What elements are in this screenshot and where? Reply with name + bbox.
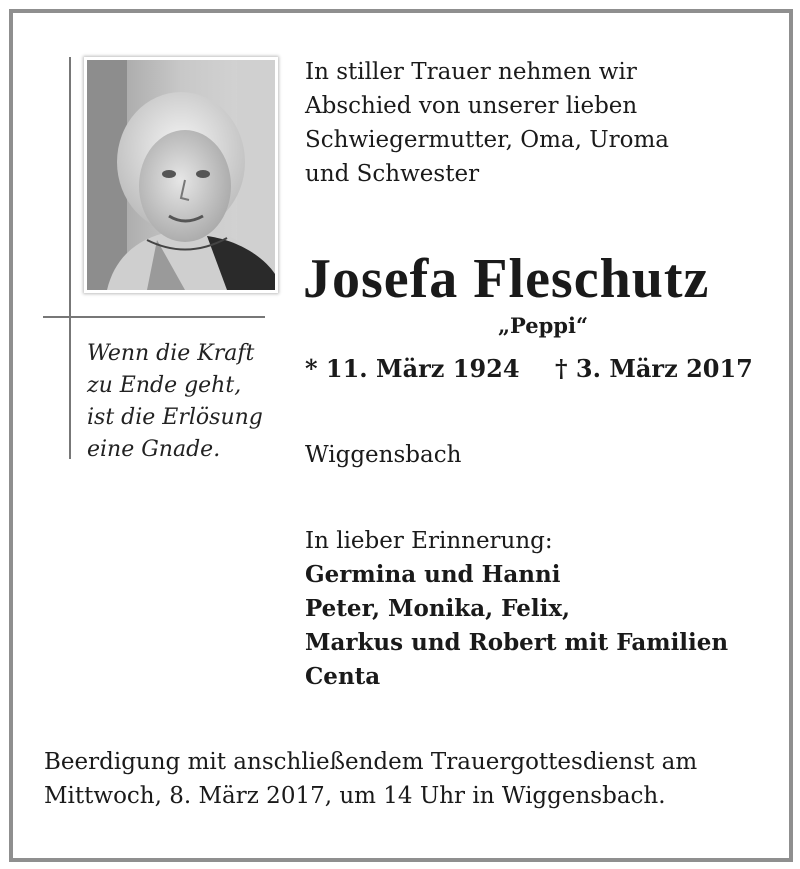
birth-date: * 11. März 1924 (305, 354, 520, 383)
cross-vertical-line (69, 57, 71, 459)
portrait-photo-icon (87, 60, 275, 290)
life-dates (305, 352, 775, 386)
place-of-residence: Wiggensbach (305, 442, 462, 468)
mourners-section (305, 524, 775, 694)
funeral-line: Beerdigung mit anschließendem Trauergottesdienst am (44, 749, 698, 775)
death-date: † 3. März 2017 (555, 354, 753, 383)
quote-line: zu Ende geht, (87, 373, 242, 398)
deceased-name: Josefa Fleschutz (303, 248, 710, 310)
memorial-quote (87, 338, 287, 466)
intro-text (305, 55, 775, 191)
quote-line: ist die Erlösung (87, 405, 263, 430)
mourner-line: Centa (305, 663, 381, 690)
intro-line: Abschied von unserer lieben (305, 93, 638, 119)
portrait-frame (84, 57, 278, 293)
mourners-heading: In lieber Erinnerung: (305, 528, 553, 554)
funeral-info (44, 745, 784, 813)
cross-horizontal-line (43, 316, 265, 318)
funeral-line: Mittwoch, 8. März 2017, um 14 Uhr in Wiggensbach. (44, 783, 666, 809)
deceased-nickname: „Peppi“ (497, 313, 589, 338)
mourner-line: Peter, Monika, Felix, (305, 595, 571, 622)
quote-line: eine Gnade. (87, 437, 221, 462)
quote-line: Wenn die Kraft (87, 341, 255, 366)
intro-line: und Schwester (305, 161, 480, 187)
intro-line: In stiller Trauer nehmen wir (305, 59, 637, 85)
mourner-line: Markus und Robert mit Familien (305, 629, 729, 656)
mourner-line: Germina und Hanni (305, 561, 561, 588)
portrait-svg (87, 60, 275, 290)
intro-line: Schwiegermutter, Oma, Uroma (305, 127, 669, 153)
